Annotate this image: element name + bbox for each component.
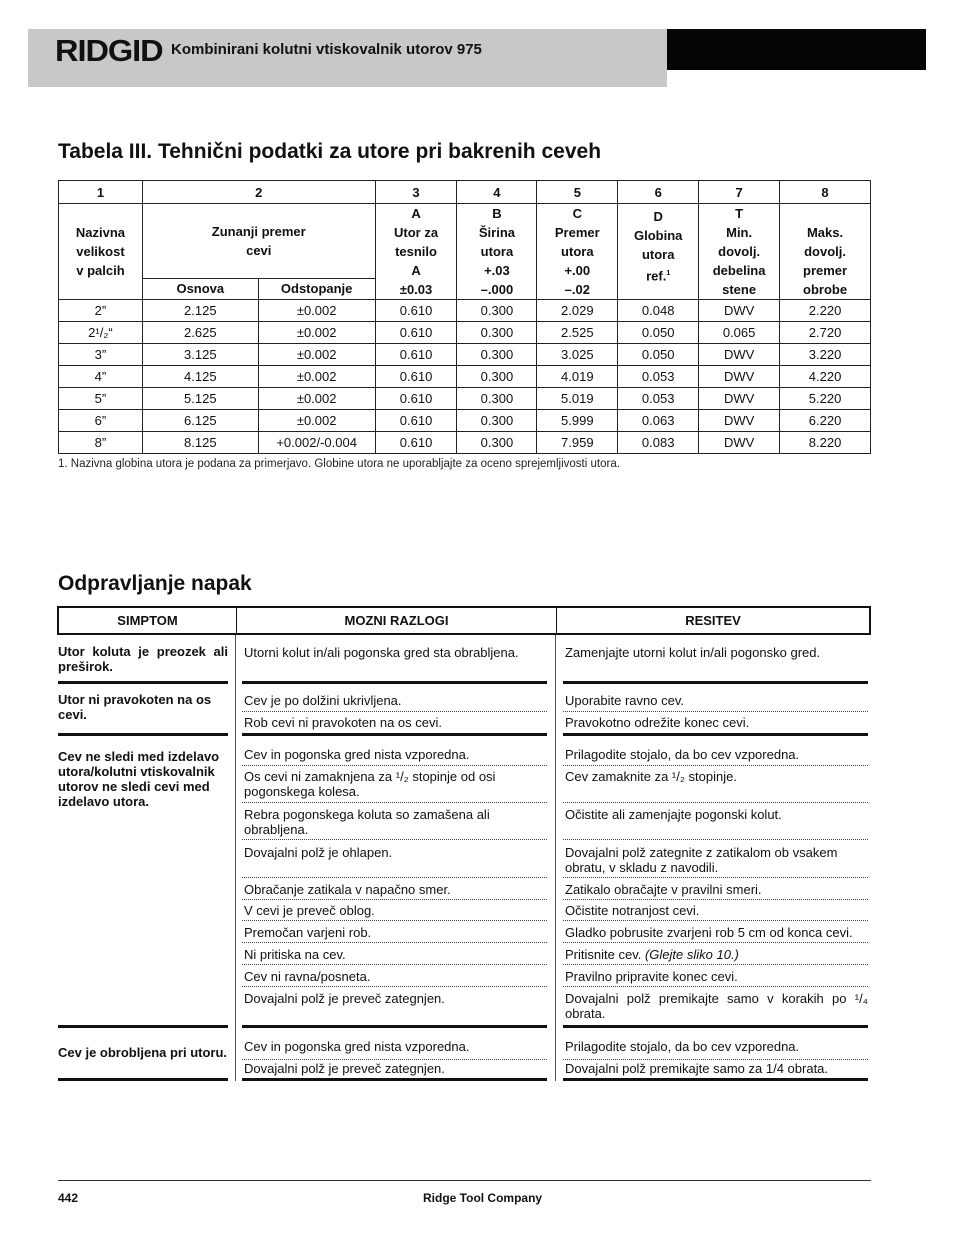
- spec-cell: 3.025: [537, 344, 618, 366]
- row-divider: [242, 765, 547, 766]
- cause-text: Cev ni ravna/posneta.: [244, 969, 371, 984]
- cause-text: Os cevi ni zamaknjena za ¹/₂ stopinje od osi pogonskega kolesa.: [244, 769, 496, 799]
- spec-row: [59, 410, 871, 432]
- spec-cell: 0.048: [618, 300, 699, 322]
- col-num: 3: [375, 181, 457, 204]
- spec-cell: 0.610: [375, 388, 457, 410]
- spec-cell: +0.002/-0.004: [258, 432, 375, 454]
- row-divider: [242, 877, 547, 878]
- figure-reference: (Glejte sliko 10.): [644, 947, 739, 962]
- row-divider: [242, 942, 547, 943]
- spec-cell: 0.053: [618, 366, 699, 388]
- cause-text: Cev in pogonska gred nista vzporedna.: [244, 747, 470, 762]
- row-divider: [563, 899, 868, 900]
- spec-cell: 0.300: [457, 388, 537, 410]
- head-line: premer: [803, 263, 848, 278]
- row-divider: [563, 986, 868, 987]
- footer-rule: [58, 1180, 871, 1181]
- spec-cell: 6”: [59, 410, 143, 432]
- spec-cell: 2.625: [142, 322, 258, 344]
- spec-cell: 5.125: [142, 388, 258, 410]
- solution-text: [565, 882, 868, 897]
- head-a: [375, 204, 457, 300]
- col-num: 4: [457, 181, 537, 204]
- solution-text: [565, 991, 868, 1021]
- spec-cell: ±0.002: [258, 344, 375, 366]
- spec-cell: 4.220: [780, 366, 871, 388]
- spec-cell: 0.610: [375, 344, 457, 366]
- solution-label: Dovajalni polž premikajte samo za 1/4 obrata.: [565, 1061, 829, 1076]
- column-number-row: [59, 181, 871, 204]
- spec-cell: 7.959: [537, 432, 618, 454]
- spec-cell: DWV: [699, 388, 780, 410]
- cause-separator: [242, 1025, 547, 1028]
- head-line: Globina: [634, 228, 683, 243]
- cause-text: V cevi je preveč oblog.: [244, 903, 375, 918]
- table3-title: Tabela III. Tehnični podatki za utore pri bakrenih ceveh: [58, 140, 602, 163]
- solution-separator: [563, 733, 868, 736]
- cause-text: Cev je po dolžini ukrivljena.: [244, 693, 402, 708]
- header-row: [59, 204, 871, 279]
- head-line: Maks.: [806, 225, 844, 240]
- solution-text: [565, 1039, 868, 1054]
- header-title: Kombinirani kolutni vtiskovalnik utorov 975: [171, 41, 482, 58]
- cause-text: Dovajalni polž je preveč zategnjen.: [244, 991, 445, 1006]
- head-max-flare: [780, 204, 871, 300]
- troubleshooting-title: Odpravljanje napak: [58, 572, 252, 595]
- table3-footnote: 1. Nazivna globina utora je podana za primerjavo. Globine utora ne uporabljajte za oceno sprejemljivosti utora.: [58, 458, 620, 470]
- solution-text: [565, 645, 868, 660]
- cause-separator: [242, 681, 547, 684]
- row-divider: [563, 942, 868, 943]
- spec-row: [59, 322, 871, 344]
- cause-text: Dovajalni polž je preveč zategnjen.: [244, 1061, 445, 1076]
- row-divider: [242, 986, 547, 987]
- head-line: Premer: [554, 225, 600, 240]
- spec-cell: 2.720: [780, 322, 871, 344]
- cause-text: Rob cevi ni pravokoten na os cevi.: [244, 715, 442, 730]
- col-num: 1: [59, 181, 143, 204]
- head-ref: ref.: [646, 268, 667, 284]
- spec-cell: 3.220: [780, 344, 871, 366]
- row-divider: [563, 802, 868, 803]
- row-divider: [563, 877, 868, 878]
- head-d: [618, 204, 699, 300]
- symptom-text: Utor ni pravokoten na os cevi.: [58, 692, 212, 722]
- header-black-block: [667, 29, 926, 70]
- solution-separator: [563, 1025, 868, 1028]
- spec-cell: 0.300: [457, 300, 537, 322]
- row-divider: [242, 802, 547, 803]
- head-tolerance: Odstopanje: [258, 278, 375, 299]
- spec-cell: 4.125: [142, 366, 258, 388]
- spec-cell: 8.220: [780, 432, 871, 454]
- solution-text: [565, 769, 868, 784]
- head-c: [537, 204, 618, 300]
- solution-label: Dovajalni polž premikajte samo v korakih po ¹/₄ obrata.: [565, 991, 868, 1021]
- spec-cell: DWV: [699, 344, 780, 366]
- spec-cell: ±0.002: [258, 410, 375, 432]
- head-line: T: [735, 206, 744, 221]
- spec-cell: ±0.002: [258, 366, 375, 388]
- header-solution: RESITEV: [685, 613, 741, 628]
- row-divider: [242, 1059, 547, 1060]
- solution-label: Zamenjajte utorni kolut in/ali pogonsko gred.: [565, 645, 821, 660]
- solution-label: Prilagodite stojalo, da bo cev vzporedna.: [565, 747, 800, 762]
- spec-cell: 2.220: [780, 300, 871, 322]
- solution-label: Uporabite ravno cev.: [565, 693, 684, 708]
- solution-label: Zatikalo obračajte v pravilni smeri.: [565, 882, 762, 897]
- solution-label: Očistite ali zamenjajte pogonski kolut.: [565, 807, 782, 822]
- head-line: ±0.03: [399, 282, 433, 297]
- head-line: tesnilo: [395, 244, 437, 259]
- footnote-mark: 1: [666, 270, 671, 277]
- spec-cell: 0.053: [618, 388, 699, 410]
- head-line: –.02: [564, 282, 590, 297]
- col-num: 7: [699, 181, 780, 204]
- spec-cell: ±0.002: [258, 322, 375, 344]
- solution-label: Prilagodite stojalo, da bo cev vzporedna.: [565, 1039, 800, 1054]
- spec-cell: 0.610: [375, 432, 457, 454]
- head-basic: Osnova: [142, 278, 258, 299]
- head-line: obrobe: [803, 282, 848, 297]
- head-line: utora: [480, 244, 514, 259]
- cause-text: Ni pritiska na cev.: [244, 947, 346, 962]
- solution-text: [565, 845, 868, 875]
- head-line: –.000: [480, 282, 514, 297]
- spec-cell: ±0.002: [258, 300, 375, 322]
- spec-cell: ±0.002: [258, 388, 375, 410]
- spec-cell: 2¹/₂“: [59, 322, 143, 344]
- head-line: +.00: [564, 263, 591, 278]
- cause-text: Obračanje zatikala v napačno smer.: [244, 882, 451, 897]
- head-line: Utor za: [394, 225, 439, 240]
- solution-text: [565, 807, 868, 822]
- spec-cell: 5.999: [537, 410, 618, 432]
- spec-row: [59, 388, 871, 410]
- head-line: velikost: [76, 244, 125, 259]
- cause-separator: [242, 733, 547, 736]
- spec-cell: 8.125: [142, 432, 258, 454]
- head-line: Nazivna: [75, 225, 126, 240]
- head-t: [699, 204, 780, 300]
- symptom-separator: [58, 733, 228, 736]
- solution-text: [565, 747, 868, 762]
- cause-text: Utorni kolut in/ali pogonska gred sta obrabljena.: [244, 645, 519, 660]
- symptom-text: Cev ne sledi med izdelavo utora/kolutni vtiskovalnik utorov ne sledi cevi med izdelavo utora.: [58, 749, 220, 809]
- head-line: A: [411, 206, 421, 221]
- spec-row: [59, 300, 871, 322]
- head-nominal-size: [59, 204, 143, 300]
- spec-cell: 2”: [59, 300, 143, 322]
- row-divider: [242, 899, 547, 900]
- head-line: Širina: [478, 225, 515, 240]
- spec-cell: 0.610: [375, 366, 457, 388]
- spec-row: [59, 432, 871, 454]
- spec-cell: 2.525: [537, 322, 618, 344]
- solution-label: Cev zamaknite za ¹/₂ stopinje.: [565, 769, 737, 784]
- spec-cell: 0.050: [618, 322, 699, 344]
- spec-cell: 0.610: [375, 410, 457, 432]
- spec-cell: 2.125: [142, 300, 258, 322]
- column-divider: [235, 635, 236, 1081]
- spec-cell: 0.063: [618, 410, 699, 432]
- copper-groove-spec-table: [58, 180, 871, 454]
- row-divider: [242, 920, 547, 921]
- spec-cell: 0.050: [618, 344, 699, 366]
- head-b: [457, 204, 537, 300]
- spec-cell: 0.065: [699, 322, 780, 344]
- col-num: 8: [780, 181, 871, 204]
- row-divider: [242, 839, 547, 840]
- symptom-separator: [58, 681, 228, 684]
- head-line: D: [653, 209, 663, 224]
- head-line: utora: [561, 244, 594, 259]
- spec-cell: 3”: [59, 344, 143, 366]
- spec-cell: 0.300: [457, 432, 537, 454]
- head-line: Zunanji premer: [211, 223, 306, 239]
- row-divider: [563, 964, 868, 965]
- spec-cell: 4.019: [537, 366, 618, 388]
- col-num: 6: [618, 181, 699, 204]
- head-line: stene: [722, 282, 757, 297]
- solution-text: [565, 693, 868, 708]
- solution-separator: [563, 1078, 868, 1081]
- spec-cell: 0.300: [457, 366, 537, 388]
- head-line: utora: [641, 247, 675, 262]
- troubleshooting-header: [57, 606, 871, 635]
- head-line: v palcih: [76, 263, 125, 278]
- spec-cell: DWV: [699, 432, 780, 454]
- symptom-separator: [58, 1025, 228, 1028]
- symptom-text: Cev je obrobljena pri utoru.: [58, 1045, 228, 1060]
- column-divider: [555, 635, 556, 1081]
- col-num: 2: [142, 181, 375, 204]
- row-divider: [242, 711, 547, 712]
- spec-cell: 5.220: [780, 388, 871, 410]
- head-outer-diameter: [142, 204, 375, 279]
- header-symptom: SIMPTOM: [59, 608, 237, 633]
- solution-text: [565, 969, 868, 984]
- head-line: C: [572, 206, 582, 221]
- solution-separator: [563, 681, 868, 684]
- cause-text: Premočan varjeni rob.: [244, 925, 372, 940]
- solution-label: Pritisnite cev.: [565, 947, 642, 962]
- head-line: debelina: [712, 263, 766, 278]
- head-line: [621, 264, 695, 285]
- row-divider: [563, 839, 868, 840]
- row-divider: [563, 1059, 868, 1060]
- head-line: B: [492, 206, 502, 221]
- cause-separator: [242, 1078, 547, 1081]
- head-line: +.03: [484, 263, 510, 278]
- spec-cell: 0.610: [375, 300, 457, 322]
- spec-cell: 6.220: [780, 410, 871, 432]
- row-divider: [242, 964, 547, 965]
- col-num: 5: [537, 181, 618, 204]
- symptom-separator: [58, 1078, 228, 1081]
- spec-cell: 0.300: [457, 322, 537, 344]
- spec-cell: DWV: [699, 300, 780, 322]
- cause-text: Rebra pogonskega koluta so zamašena ali obrabljena.: [244, 807, 490, 837]
- spec-cell: DWV: [699, 410, 780, 432]
- head-line: cevi: [246, 242, 272, 258]
- spec-row: [59, 366, 871, 388]
- row-divider: [563, 765, 868, 766]
- ridgid-logo: RIDGID: [55, 33, 163, 68]
- cause-text: Cev in pogonska gred nista vzporedna.: [244, 1039, 470, 1054]
- spec-cell: 3.125: [142, 344, 258, 366]
- row-divider: [563, 711, 868, 712]
- solution-label: Gladko pobrusite zvarjeni rob 5 cm od konca cevi.: [565, 925, 853, 940]
- row-divider: [563, 920, 868, 921]
- solution-label: Dovajalni polž zategnite z zatikalom ob vsakem obratu, v skladu z navodili.: [565, 845, 838, 875]
- head-line: dovolj.: [718, 244, 761, 259]
- page-number: 442: [58, 1191, 79, 1205]
- solution-label: Pravokotno odrežite konec cevi.: [565, 715, 750, 730]
- spec-cell: 0.300: [457, 344, 537, 366]
- company-name: Ridge Tool Company: [423, 1191, 543, 1205]
- spec-cell: DWV: [699, 366, 780, 388]
- spec-cell: 5”: [59, 388, 143, 410]
- solution-text: [565, 1061, 868, 1076]
- solution-text: [565, 903, 868, 918]
- spec-cell: 8”: [59, 432, 143, 454]
- head-line: A: [411, 263, 421, 278]
- spec-cell: 2.029: [537, 300, 618, 322]
- spec-cell: 0.300: [457, 410, 537, 432]
- solution-text: [565, 715, 868, 730]
- spec-cell: 0.083: [618, 432, 699, 454]
- spec-cell: 6.125: [142, 410, 258, 432]
- head-line: dovolj.: [804, 244, 846, 259]
- solution-label: Pravilno pripravite konec cevi.: [565, 969, 738, 984]
- solution-label: Očistite notranjost cevi.: [565, 903, 700, 918]
- header-strip: [28, 70, 667, 87]
- spec-row: [59, 344, 871, 366]
- solution-text: [565, 925, 868, 940]
- solution-text: [565, 947, 868, 962]
- cause-text: Dovajalni polž je ohlapen.: [244, 845, 393, 860]
- spec-cell: 4”: [59, 366, 143, 388]
- head-line: Min.: [726, 225, 753, 240]
- spec-cell: 5.019: [537, 388, 618, 410]
- symptom-text: Utor koluta je preozek ali preširok.: [58, 644, 228, 674]
- spec-cell: 0.610: [375, 322, 457, 344]
- header-causes: MOZNI RAZLOGI: [237, 608, 557, 633]
